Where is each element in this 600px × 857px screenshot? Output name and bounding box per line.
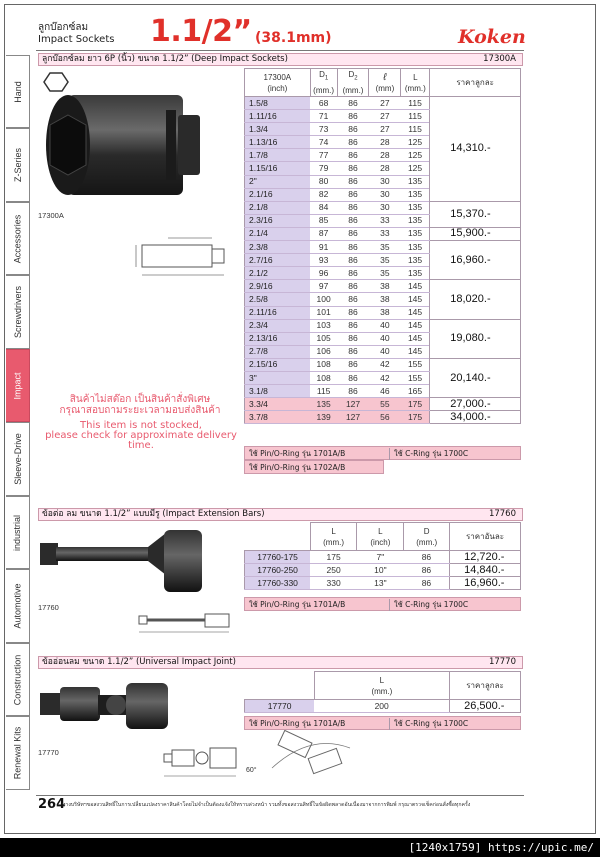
item-d: 86 bbox=[404, 577, 450, 590]
pin-o-ring-note: ใช้ Pin/O-Ring รุ่น 1701A/B bbox=[249, 719, 346, 728]
d2-value: 86 bbox=[337, 280, 369, 293]
l-script-value: 40 bbox=[369, 319, 401, 332]
l-value: 145 bbox=[401, 345, 430, 358]
d1-value: 68 bbox=[310, 97, 337, 110]
socket-size: 1.3/4 bbox=[245, 123, 311, 136]
socket-size: 2.3/4 bbox=[245, 319, 311, 332]
col-d: D (mm.) bbox=[404, 523, 450, 551]
socket-size: 2.1/2 bbox=[245, 267, 311, 280]
col-code bbox=[245, 523, 311, 551]
table-row bbox=[245, 564, 521, 577]
col-d1: $D_1$ (mm.) bbox=[310, 69, 337, 97]
socket-size: 2.11/16 bbox=[245, 306, 311, 319]
l-script-value: 38 bbox=[369, 280, 401, 293]
item-l2: 7" bbox=[357, 551, 404, 564]
d2-value: 86 bbox=[337, 136, 369, 149]
deep-note-row-1 bbox=[244, 446, 521, 460]
d2-value: 86 bbox=[337, 293, 369, 306]
item-length: 200 bbox=[314, 700, 449, 713]
tab-label: Screwdrivers bbox=[12, 285, 23, 339]
angle-label: 60° bbox=[246, 767, 257, 774]
pin-o-ring-note: ใช้ Pin/O-Ring รุ่น 1701A/B bbox=[249, 449, 346, 458]
l-script-value: 42 bbox=[369, 371, 401, 384]
table-row bbox=[245, 411, 521, 424]
tab-label: industrial bbox=[12, 514, 23, 551]
c-ring-note: ใช้ C-Ring รุ่น 1700C bbox=[389, 599, 468, 611]
tab-label: Sleeve-Drive bbox=[12, 433, 23, 485]
socket-size: 1.7/8 bbox=[245, 149, 311, 162]
out-of-stock-thai bbox=[40, 394, 240, 416]
oos-line: กรุณาสอบถามระยะเวลามอบส่งสินค้า bbox=[59, 405, 221, 416]
category-sidebar bbox=[6, 55, 30, 790]
d2-value: 86 bbox=[337, 227, 369, 240]
d1-value: 135 bbox=[310, 398, 337, 411]
table-row bbox=[245, 319, 521, 332]
l-value: 125 bbox=[401, 136, 430, 149]
item-price: 12,720.- bbox=[450, 551, 521, 564]
l-script-value: 27 bbox=[369, 97, 401, 110]
tab-label: Renewal Kits bbox=[12, 726, 23, 780]
section-title: ลูกบ๊อกซ์ลม ยาว 6P (นิ้ว) ขนาด 1.1/2” (Deep Impact Sockets) bbox=[42, 54, 288, 64]
d1-value: 97 bbox=[310, 280, 337, 293]
l-value: 135 bbox=[401, 175, 430, 188]
tab-label: Automotive bbox=[12, 583, 23, 629]
universal-joint-caption: 17770 bbox=[38, 748, 59, 757]
extension-bar-drawing bbox=[135, 608, 235, 638]
l-script-value: 27 bbox=[369, 110, 401, 123]
l-script-value: 38 bbox=[369, 293, 401, 306]
d1-value: 96 bbox=[310, 267, 337, 280]
socket-size: 2.3/8 bbox=[245, 241, 311, 254]
deep-socket-image bbox=[38, 70, 208, 210]
tab-label: Construction bbox=[12, 654, 23, 705]
socket-size: 2.15/16 bbox=[245, 358, 311, 371]
deep-sockets-bar bbox=[38, 53, 523, 66]
table-row bbox=[245, 551, 521, 564]
item-l: 330 bbox=[310, 577, 357, 590]
tab-industrial[interactable] bbox=[6, 496, 30, 569]
price-cell: 27,000.- bbox=[430, 398, 521, 411]
d1-value: 79 bbox=[310, 162, 337, 175]
price-cell: 18,020.- bbox=[430, 280, 521, 319]
d2-value: 86 bbox=[337, 188, 369, 201]
l-value: 145 bbox=[401, 306, 430, 319]
d1-value: 139 bbox=[310, 411, 337, 424]
d2-value: 127 bbox=[337, 411, 369, 424]
l-value: 165 bbox=[401, 385, 430, 398]
socket-size: 2.13/16 bbox=[245, 332, 311, 345]
l-value: 125 bbox=[401, 162, 430, 175]
universal-joint-table bbox=[244, 671, 521, 713]
oos-line: time. bbox=[128, 440, 154, 451]
table-row bbox=[245, 97, 521, 110]
l-value: 145 bbox=[401, 293, 430, 306]
universal-note-row bbox=[244, 716, 521, 730]
socket-size: 2.3/16 bbox=[245, 214, 311, 227]
item-price: 16,960.- bbox=[450, 577, 521, 590]
d1-value: 106 bbox=[310, 345, 337, 358]
pin-o-ring-note: ใช้ Pin/O-Ring รุ่น 1702A/B bbox=[249, 463, 346, 472]
tab-construction[interactable] bbox=[6, 643, 30, 716]
l-value: 145 bbox=[401, 332, 430, 345]
l-value: 115 bbox=[401, 110, 430, 123]
deep-socket-dimension-drawing bbox=[128, 233, 238, 283]
l-script-value: 46 bbox=[369, 385, 401, 398]
d2-value: 86 bbox=[337, 371, 369, 384]
section-title: ข้อต่อ ลม ขนาด 1.1/2” แบบมีรู (Impact Extension Bars) bbox=[42, 509, 265, 519]
extension-bars-table bbox=[244, 522, 521, 590]
item-code: 17760-330 bbox=[245, 577, 311, 590]
l-script-value: 30 bbox=[369, 175, 401, 188]
l-script-value: 28 bbox=[369, 162, 401, 175]
col-l: L (mm.) bbox=[310, 523, 357, 551]
deep-socket-caption: 17300A bbox=[38, 211, 64, 220]
l-script-value: 28 bbox=[369, 136, 401, 149]
l-script-value: 35 bbox=[369, 241, 401, 254]
d1-value: 93 bbox=[310, 254, 337, 267]
page-number: 264 bbox=[38, 797, 66, 812]
item-d: 86 bbox=[404, 564, 450, 577]
table-row bbox=[245, 227, 521, 240]
tab-automotive[interactable] bbox=[6, 569, 30, 643]
item-price: 26,500.- bbox=[450, 700, 521, 713]
price-cell: 14,310.- bbox=[430, 97, 521, 202]
tab-label: Impact bbox=[12, 371, 23, 400]
socket-size: 2.5/8 bbox=[245, 293, 311, 306]
tab-accessories[interactable] bbox=[6, 202, 30, 275]
d1-value: 85 bbox=[310, 214, 337, 227]
pin-o-ring-note: ใช้ Pin/O-Ring รุ่น 1701A/B bbox=[249, 600, 346, 609]
socket-size: 2.1/8 bbox=[245, 201, 311, 214]
d2-value: 86 bbox=[337, 110, 369, 123]
item-code: 17760-250 bbox=[245, 564, 311, 577]
socket-size: 2.1/4 bbox=[245, 227, 311, 240]
d2-value: 86 bbox=[337, 214, 369, 227]
d2-value: 86 bbox=[337, 306, 369, 319]
l-script-value: 27 bbox=[369, 123, 401, 136]
item-d: 86 bbox=[404, 551, 450, 564]
section-code: 17770 bbox=[488, 657, 516, 667]
item-l2: 13" bbox=[357, 577, 404, 590]
socket-size: 1.13/16 bbox=[245, 136, 311, 149]
d2-value: 86 bbox=[337, 123, 369, 136]
table-row bbox=[245, 201, 521, 214]
l-value: 135 bbox=[401, 254, 430, 267]
l-value: 135 bbox=[401, 227, 430, 240]
d1-value: 87 bbox=[310, 227, 337, 240]
d2-value: 86 bbox=[337, 241, 369, 254]
item-l: 250 bbox=[310, 564, 357, 577]
table-row bbox=[245, 700, 521, 713]
disclaimer: ทางบริษัทฯขอสงวนสิทธิ์ในการเปลี่ยนแปลงราคาสินค้าโดยไม่จำเป็นต้องแจ้งให้ทราบล่วงหน้า รวมทั้งขอสงวนสิทธิ์ในข้อผิดพลาดอันเนื่องมาจากการพิมพ์ กรุณาตรวจเช็คก่อนสั่งซื้อทุกครั้ง bbox=[62, 802, 471, 808]
item-code: 17770 bbox=[245, 700, 315, 713]
col-price: ราคาลูกละ bbox=[430, 69, 521, 97]
l-value: 145 bbox=[401, 319, 430, 332]
l-value: 175 bbox=[401, 398, 430, 411]
l-script-value: 33 bbox=[369, 227, 401, 240]
d2-value: 86 bbox=[337, 149, 369, 162]
d2-value: 86 bbox=[337, 97, 369, 110]
price-cell: 20,140.- bbox=[430, 358, 521, 397]
c-ring-note: ใช้ C-Ring รุ่น 1700C bbox=[389, 448, 468, 460]
d2-value: 86 bbox=[337, 319, 369, 332]
oos-line: สินค้าไม่สต๊อก เป็นสินค้าสั่งพิเศษ bbox=[69, 394, 211, 405]
socket-size: 1.5/8 bbox=[245, 97, 311, 110]
drive-size-mm: (38.1mm) bbox=[255, 30, 332, 46]
l-script-value: 30 bbox=[369, 188, 401, 201]
section-title: ข้ออ่อนลม ขนาด 1.1/2” (Universal Impact Joint) bbox=[42, 657, 236, 667]
section-code: 17300A bbox=[483, 54, 516, 64]
l-script-value: 30 bbox=[369, 201, 401, 214]
price-cell: 15,370.- bbox=[430, 201, 521, 227]
d1-value: 82 bbox=[310, 188, 337, 201]
tab-label: Hand bbox=[12, 80, 23, 103]
d1-value: 103 bbox=[310, 319, 337, 332]
watermark-bar bbox=[0, 838, 600, 857]
col-l: L (mm.) bbox=[401, 69, 430, 97]
socket-size: 3.7/8 bbox=[245, 411, 311, 424]
d1-value: 108 bbox=[310, 358, 337, 371]
d2-value: 86 bbox=[337, 162, 369, 175]
l-script-value: 42 bbox=[369, 358, 401, 371]
price-cell: 19,080.- bbox=[430, 319, 521, 358]
socket-size: 2" bbox=[245, 175, 311, 188]
socket-size: 2.9/16 bbox=[245, 280, 311, 293]
d1-value: 80 bbox=[310, 175, 337, 188]
deep-note-row-2 bbox=[244, 460, 384, 474]
item-price: 14,840.- bbox=[450, 564, 521, 577]
l-value: 175 bbox=[401, 411, 430, 424]
socket-size: 1.15/16 bbox=[245, 162, 311, 175]
l-script-value: 28 bbox=[369, 149, 401, 162]
title-english: Impact Sockets bbox=[38, 34, 115, 45]
table-row bbox=[245, 241, 521, 254]
d1-value: 105 bbox=[310, 332, 337, 345]
tab-z-series[interactable] bbox=[6, 128, 30, 202]
socket-size: 1.11/16 bbox=[245, 110, 311, 123]
l-value: 135 bbox=[401, 214, 430, 227]
deep-sockets-table bbox=[244, 68, 521, 424]
l-script-value: 40 bbox=[369, 345, 401, 358]
section-code: 17760 bbox=[488, 509, 516, 519]
l-script-value: 38 bbox=[369, 306, 401, 319]
price-cell: 15,900.- bbox=[430, 227, 521, 240]
header-divider bbox=[36, 50, 524, 51]
drive-size: 1.1/2” bbox=[150, 14, 252, 49]
d2-value: 86 bbox=[337, 267, 369, 280]
l-script-value: 55 bbox=[369, 398, 401, 411]
d2-value: 86 bbox=[337, 201, 369, 214]
d2-value: 86 bbox=[337, 385, 369, 398]
d1-value: 84 bbox=[310, 201, 337, 214]
price-cell: 16,960.- bbox=[430, 241, 521, 280]
header-titles bbox=[38, 22, 114, 46]
l-value: 135 bbox=[401, 267, 430, 280]
l-value: 135 bbox=[401, 201, 430, 214]
l-value: 155 bbox=[401, 358, 430, 371]
d1-value: 77 bbox=[310, 149, 337, 162]
d2-value: 127 bbox=[337, 398, 369, 411]
d1-value: 100 bbox=[310, 293, 337, 306]
socket-size: 3" bbox=[245, 371, 311, 384]
col-code: 17300A (inch) bbox=[245, 69, 311, 97]
col-price: ราคาลูกละ bbox=[450, 672, 521, 700]
d1-value: 115 bbox=[310, 385, 337, 398]
l-script-value: 40 bbox=[369, 332, 401, 345]
d1-value: 73 bbox=[310, 123, 337, 136]
table-row bbox=[245, 398, 521, 411]
l-value: 135 bbox=[401, 188, 430, 201]
l-script-value: 35 bbox=[369, 254, 401, 267]
tab-impact[interactable] bbox=[6, 349, 30, 422]
koken-logo: Koken bbox=[458, 26, 526, 48]
d2-value: 86 bbox=[337, 254, 369, 267]
d2-value: 86 bbox=[337, 332, 369, 345]
extension-bar-image bbox=[38, 525, 213, 600]
l-value: 155 bbox=[401, 371, 430, 384]
col-d2: $D_2$ (mm.) bbox=[337, 69, 369, 97]
extension-bars-bar bbox=[38, 508, 523, 521]
d1-value: 101 bbox=[310, 306, 337, 319]
table-row bbox=[245, 280, 521, 293]
l-script-value: 35 bbox=[369, 267, 401, 280]
d1-value: 108 bbox=[310, 371, 337, 384]
l-value: 145 bbox=[401, 280, 430, 293]
footer-divider bbox=[36, 795, 524, 796]
d1-value: 71 bbox=[310, 110, 337, 123]
d1-value: 74 bbox=[310, 136, 337, 149]
d1-value: 91 bbox=[310, 241, 337, 254]
col-l-script: ℓ (mm) bbox=[369, 69, 401, 97]
socket-size: 2.7/16 bbox=[245, 254, 311, 267]
price-cell: 34,000.- bbox=[430, 411, 521, 424]
l-value: 125 bbox=[401, 149, 430, 162]
l-script-value: 56 bbox=[369, 411, 401, 424]
c-ring-note: ใช้ C-Ring รุ่น 1700C bbox=[389, 718, 468, 730]
extension-bar-caption: 17760 bbox=[38, 603, 59, 612]
d2-value: 86 bbox=[337, 358, 369, 371]
tab-label: Z-Series bbox=[12, 147, 23, 183]
table-row bbox=[245, 358, 521, 371]
col-l: L (mm.) bbox=[314, 672, 449, 700]
socket-size: 3.3/4 bbox=[245, 398, 311, 411]
tab-renewal-kits[interactable] bbox=[6, 716, 30, 790]
l-script-value: 33 bbox=[369, 214, 401, 227]
item-l2: 10" bbox=[357, 564, 404, 577]
socket-size: 2.1/16 bbox=[245, 188, 311, 201]
col-l-inch: L (inch) bbox=[357, 523, 404, 551]
socket-size: 2.7/8 bbox=[245, 345, 311, 358]
tab-screwdrivers[interactable] bbox=[6, 275, 30, 349]
l-value: 135 bbox=[401, 241, 430, 254]
d2-value: 86 bbox=[337, 175, 369, 188]
col-code bbox=[245, 672, 315, 700]
table-row bbox=[245, 577, 521, 590]
universal-joint-bar bbox=[38, 656, 523, 669]
out-of-stock-english bbox=[36, 421, 246, 451]
tab-hand[interactable] bbox=[6, 55, 30, 128]
tab-sleeve-drive[interactable] bbox=[6, 422, 30, 496]
l-value: 115 bbox=[401, 97, 430, 110]
universal-joint-drawing bbox=[160, 728, 360, 793]
title-thai: ลูกบ๊อกซ์ลม bbox=[38, 22, 89, 33]
tab-label: Accessories bbox=[12, 214, 23, 263]
oos-line: please check for approximate delivery bbox=[45, 430, 237, 441]
col-price: ราคาอันละ bbox=[450, 523, 521, 551]
item-l: 175 bbox=[310, 551, 357, 564]
d2-value: 86 bbox=[337, 345, 369, 358]
item-code: 17760-175 bbox=[245, 551, 311, 564]
socket-size: 3.1/8 bbox=[245, 385, 311, 398]
watermark-text: [1240x1759] https://upic.me/ bbox=[408, 841, 594, 854]
extension-note-row bbox=[244, 597, 521, 611]
l-value: 115 bbox=[401, 123, 430, 136]
oos-line: This item is not stocked, bbox=[80, 420, 202, 431]
